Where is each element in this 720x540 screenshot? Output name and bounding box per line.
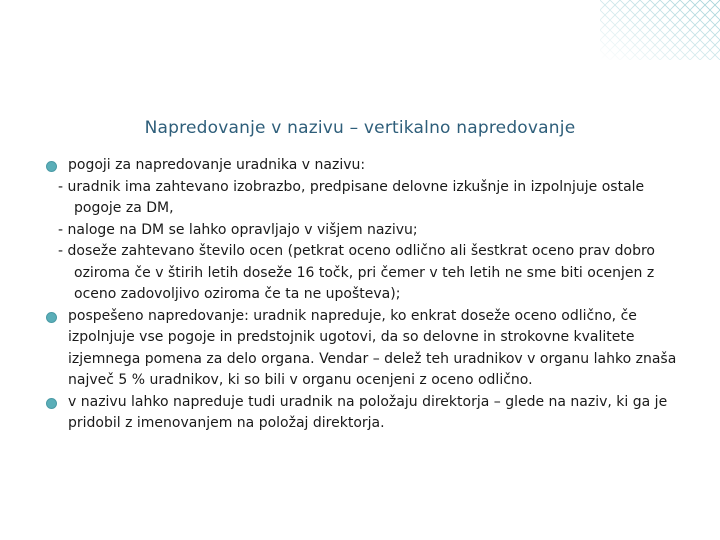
slide-title: Napredovanje v nazivu – vertikalno napredovanje — [144, 118, 576, 138]
bullet-list — [44, 155, 684, 435]
corner-diamond-pattern-icon — [600, 0, 720, 60]
bullet-text: v nazivu lahko napreduje tudi uradnik na položaju direktorja – glede na naziv, ki ga je pridobil z imenovanjem na položaj direktorja. — [68, 393, 668, 431]
bullet-item — [44, 392, 684, 435]
sub-item: - uradnik ima zahtevano izobrazbo, predpisane delovne izkušnje in izpolnjuje ostale pogoje za DM, — [58, 178, 645, 216]
sub-item: - doseže zahtevano število ocen (petkrat oceno odlično ali šestkrat oceno prav dobro oziroma če v štirih letih doseže 16 točk, pri čemer v teh letih ne sme biti ocenjen z oceno zadovoljivo oziroma če ta ne upošteva); — [58, 243, 655, 302]
bullet-dot-icon — [46, 161, 57, 172]
bullet-dot-icon — [46, 398, 57, 409]
bullet-text: pogoji za napredovanje uradnika v nazivu: — [68, 157, 366, 173]
sub-item: - naloge na DM se lahko opravljajo v višjem nazivu; — [58, 221, 418, 238]
bullet-item — [44, 306, 684, 392]
bullet-item — [44, 155, 684, 177]
bullet-dot-icon — [46, 312, 57, 323]
bullet-text: pospešeno napredovanje: uradnik napreduje, ko enkrat doseže oceno odlično, če izpolnjuje vse pogoje in predstojnik ugotovi, da so delovne in strokovne kvalitete izjemnega pomena za delo organa. Vendar – delež teh uradnikov v organu lahko znaša največ 5 % uradnikov, ki so bili v organu ocenjeni z oceno odlično. — [68, 307, 677, 388]
